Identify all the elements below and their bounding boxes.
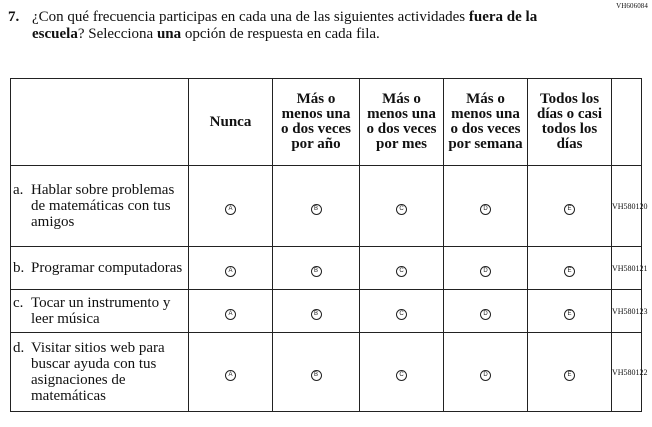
response-bubble[interactable]: E: [564, 204, 575, 215]
question-emphasis: una: [156, 26, 182, 42]
response-bubble[interactable]: C: [396, 266, 407, 277]
activity-cell: [11, 290, 189, 333]
column-header-line: o dos veces: [450, 121, 521, 137]
column-header-line: Más o: [296, 91, 336, 107]
response-cell: [189, 247, 273, 290]
column-header-line: por año: [291, 136, 341, 152]
response-cell: [528, 290, 612, 333]
column-header-weekly: [444, 79, 528, 166]
column-header-line: Nunca: [209, 113, 252, 130]
question-text: opción de respuesta en cada fila.: [181, 26, 380, 42]
column-header-line: Más o: [382, 91, 421, 107]
response-bubble[interactable]: C: [396, 370, 407, 381]
column-header-line: todos los: [541, 121, 598, 137]
response-cell: [273, 290, 360, 333]
column-header-line: menos una: [367, 106, 436, 122]
response-bubble[interactable]: E: [564, 370, 575, 381]
table-row: [11, 333, 642, 412]
response-bubble[interactable]: D: [480, 266, 491, 277]
response-bubble[interactable]: B: [311, 370, 322, 381]
response-cell: [360, 333, 444, 412]
activity-letter: b.: [13, 260, 25, 276]
response-bubble[interactable]: B: [311, 266, 322, 277]
question-text: ? Selecciona: [77, 26, 157, 42]
response-bubble[interactable]: A: [225, 204, 236, 215]
column-header-line: o dos veces: [281, 121, 351, 137]
header-blank-cell: [11, 79, 189, 166]
response-cell: [189, 166, 273, 247]
response-grid: [10, 78, 648, 412]
table-row: [11, 247, 642, 290]
question-emphasis: escuela: [32, 26, 78, 42]
response-cell: [273, 333, 360, 412]
activity-letter: c.: [13, 295, 24, 311]
question-line-2: [32, 26, 380, 43]
response-bubble[interactable]: A: [225, 370, 236, 381]
activity-label: Programar computadoras: [31, 260, 183, 276]
question-line-1: [32, 9, 537, 26]
page-code: VH606084: [616, 2, 648, 10]
response-cell: [360, 166, 444, 247]
response-bubble[interactable]: B: [311, 309, 322, 320]
item-code: VH580121: [612, 247, 642, 290]
response-bubble[interactable]: E: [564, 266, 575, 277]
response-cell: [528, 166, 612, 247]
response-cell: [444, 290, 528, 333]
item-code: VH580123: [612, 290, 642, 333]
header-row: [11, 79, 642, 166]
activity-cell: [11, 333, 189, 412]
activity-label: Visitar sitios web para buscar ayuda con tus asignaciones de matemáticas: [31, 340, 165, 404]
column-header-yearly: [273, 79, 360, 166]
response-cell: [273, 247, 360, 290]
question-emphasis: fuera de la: [468, 9, 538, 25]
column-header-line: menos una: [451, 106, 520, 122]
activity-cell: [11, 166, 189, 247]
column-header-line: Más o: [466, 91, 505, 107]
response-cell: [444, 333, 528, 412]
column-header-line: por mes: [376, 136, 427, 152]
column-header-never: [189, 79, 273, 166]
response-bubble[interactable]: B: [311, 204, 322, 215]
question-number: 7.: [8, 9, 20, 25]
question-text: ¿Con qué frecuencia participas en cada una de las siguientes actividades: [32, 9, 469, 25]
response-cell: [444, 247, 528, 290]
response-cell: [444, 166, 528, 247]
table-row: [11, 290, 642, 333]
table-row: [11, 166, 642, 247]
activity-label: Tocar un instrumento y leer música: [31, 295, 171, 327]
activity-label: Hablar sobre problemas de matemáticas con tus amigos: [31, 182, 175, 230]
activity-letter: a.: [13, 182, 24, 198]
activity-cell: [11, 247, 189, 290]
column-header-line: días o casi: [536, 106, 602, 122]
response-cell: [528, 247, 612, 290]
column-header-line: Todos los: [539, 91, 600, 107]
response-cell: [360, 247, 444, 290]
response-bubble[interactable]: D: [480, 309, 491, 320]
item-code: VH580122: [612, 333, 642, 412]
column-header-line: por semana: [448, 136, 523, 152]
response-bubble[interactable]: C: [396, 309, 407, 320]
response-cell: [273, 166, 360, 247]
response-bubble[interactable]: A: [225, 309, 236, 320]
response-bubble[interactable]: D: [480, 204, 491, 215]
column-header-line: o dos veces: [366, 121, 437, 137]
response-bubble[interactable]: C: [396, 204, 407, 215]
activity-letter: d.: [13, 340, 25, 356]
item-code: VH580120: [612, 166, 642, 247]
response-bubble[interactable]: E: [564, 309, 575, 320]
response-cell: [528, 333, 612, 412]
column-header-daily: [528, 79, 612, 166]
column-header-line: días: [556, 136, 583, 152]
response-bubble[interactable]: D: [480, 370, 491, 381]
column-header-line: menos una: [281, 106, 351, 122]
response-cell: [360, 290, 444, 333]
response-bubble[interactable]: A: [225, 266, 236, 277]
column-header-monthly: [360, 79, 444, 166]
header-code-cell: [612, 79, 642, 166]
response-cell: [189, 333, 273, 412]
response-cell: [189, 290, 273, 333]
